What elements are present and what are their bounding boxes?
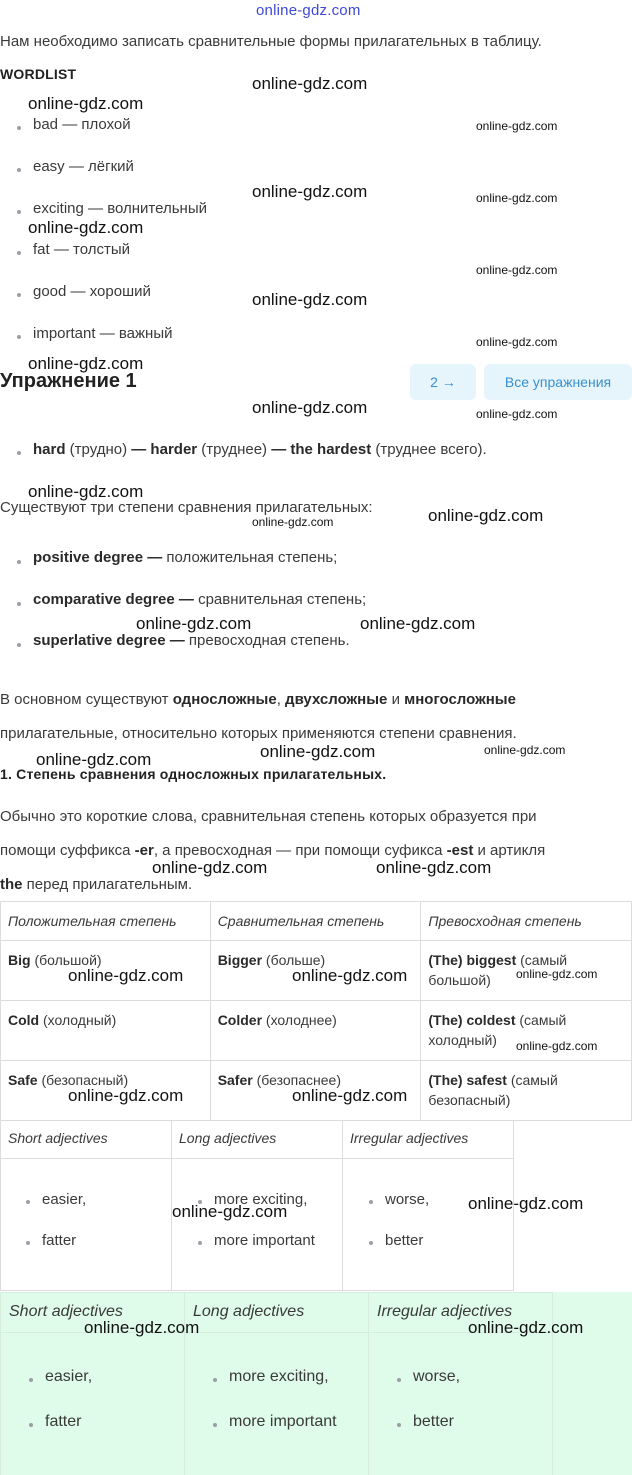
watermark: online-gdz.com <box>516 1039 598 1053</box>
table-cell: Bigger (больше) <box>210 941 421 1001</box>
text-bold: the <box>0 876 23 893</box>
table-header: Long adjectives <box>185 1293 369 1333</box>
word-harder: — harder <box>131 441 198 458</box>
text-span: перед прилагательным. <box>22 876 193 893</box>
bullet-icon <box>17 560 21 564</box>
bullet-icon <box>26 1200 30 1204</box>
bullet-icon <box>17 643 21 647</box>
watermark: online-gdz.com <box>28 482 144 501</box>
text-bold: -est <box>446 842 474 859</box>
watermark: online-gdz.com <box>292 966 408 985</box>
watermark: online-gdz.com <box>476 119 558 133</box>
table-cell <box>343 1159 514 1291</box>
section-title: 1. Степень сравнения односложных прилагательных. <box>0 766 387 782</box>
watermark: online-gdz.com <box>292 1086 408 1105</box>
table-cell: Safe (безопасный) <box>1 1061 211 1121</box>
watermark: online-gdz.com <box>476 407 558 421</box>
watermark: online-gdz.com <box>476 263 558 277</box>
list-item: fatter <box>42 1232 77 1249</box>
list-item: fat — толстый <box>33 241 131 258</box>
bullet-icon <box>17 126 21 130</box>
text-bold: односложные <box>172 691 277 708</box>
table-header: Short adjectives <box>1 1293 185 1333</box>
degree-item <box>33 631 350 651</box>
list-item: better <box>413 1413 454 1430</box>
paragraph-line: Обычно это короткие слова, сравнительная степень которых образуется при <box>0 808 537 825</box>
watermark: online-gdz.com <box>260 742 376 761</box>
watermark: online-gdz.com <box>428 506 544 525</box>
list-item: bad — плохой <box>33 116 131 133</box>
watermark: online-gdz.com <box>376 858 492 877</box>
watermark: online-gdz.com <box>360 614 476 633</box>
table-header: Irregular adjectives <box>343 1121 514 1159</box>
bullet-icon <box>17 602 21 606</box>
table-cell: Cold (холодный) <box>1 1001 211 1061</box>
table-cell: (The) coldest (самый холодный) <box>421 1001 632 1061</box>
degree-item <box>33 590 366 610</box>
watermark: online-gdz.com <box>28 354 144 373</box>
bullet-icon <box>17 451 21 455</box>
table-header: Short adjectives <box>1 1121 172 1159</box>
watermark: online-gdz.com <box>252 398 368 417</box>
degree-desc: положительная степень; <box>162 549 338 566</box>
site-link[interactable]: online-gdz.com <box>256 2 361 19</box>
table-cell <box>185 1333 369 1475</box>
bullet-icon <box>369 1241 373 1245</box>
text-span: помощи суффикса <box>0 842 135 859</box>
word-harder-tr: (труднее) <box>197 441 272 458</box>
table-cell <box>172 1159 343 1291</box>
intro-text: Нам необходимо записать сравнительные формы прилагательных в таблицу. <box>0 33 542 50</box>
list-item: easier, <box>42 1191 87 1208</box>
watermark: online-gdz.com <box>68 966 184 985</box>
table-cell <box>1 1333 185 1475</box>
list-item: worse, <box>385 1191 430 1208</box>
list-item: fatter <box>45 1413 82 1430</box>
bullet-icon <box>213 1423 217 1427</box>
word-hardest-tr: (труднее всего). <box>371 441 487 458</box>
watermark: online-gdz.com <box>476 335 558 349</box>
text-span: и <box>387 691 405 708</box>
bullet-icon <box>26 1241 30 1245</box>
word-hard-tr: (трудно) <box>65 441 132 458</box>
watermark: online-gdz.com <box>28 94 144 113</box>
table-cell: Colder (холоднее) <box>210 1001 421 1061</box>
text-span: В основном существуют <box>0 691 173 708</box>
table-cell: (The) biggest (самый большой) <box>421 941 632 1001</box>
list-item: more exciting, <box>229 1368 329 1385</box>
bullet-icon <box>17 251 21 255</box>
bullet-icon <box>198 1241 202 1245</box>
watermark: online-gdz.com <box>252 182 368 201</box>
bullet-icon <box>17 293 21 297</box>
text-bold: двухсложные <box>285 691 388 708</box>
bullet-icon <box>29 1423 33 1427</box>
bullet-icon <box>369 1200 373 1204</box>
text-span: , <box>276 691 286 708</box>
watermark: online-gdz.com <box>136 614 252 633</box>
bullet-icon <box>397 1423 401 1427</box>
degree-term: positive degree — <box>33 549 163 566</box>
bullet-icon <box>17 335 21 339</box>
watermark: online-gdz.com <box>36 750 152 769</box>
watermark: online-gdz.com <box>152 858 268 877</box>
list-item: easy — лёгкий <box>33 158 134 175</box>
watermark: online-gdz.com <box>252 515 334 529</box>
list-item: good — хороший <box>33 283 151 300</box>
wordlist-heading: WORDLIST <box>0 66 77 82</box>
all-exercises-button[interactable]: Все упражнения <box>484 364 632 400</box>
watermark: online-gdz.com <box>484 743 566 757</box>
paragraph-line: прилагательные, относительно которых применяются степени сравнения. <box>0 725 517 742</box>
table-header: Положительная степень <box>1 902 211 941</box>
table-cell: (The) safest (самый безопасный) <box>421 1061 632 1121</box>
degree-desc: превосходная степень. <box>184 632 350 649</box>
exercise-title: Упражнение 1 <box>0 370 137 392</box>
watermark: online-gdz.com <box>516 967 598 981</box>
paragraph-line <box>0 690 516 710</box>
bullet-icon <box>17 210 21 214</box>
watermark: online-gdz.com <box>172 1202 288 1221</box>
watermark: online-gdz.com <box>476 191 558 205</box>
watermark: online-gdz.com <box>468 1194 584 1213</box>
text-span: , а превосходная — при помощи суфикса <box>153 842 447 859</box>
watermark: online-gdz.com <box>252 74 368 93</box>
table-cell: Big (большой) <box>1 941 211 1001</box>
list-item: easier, <box>45 1368 93 1385</box>
list-item: exciting — волнительный <box>33 200 207 217</box>
paragraph-line <box>0 875 192 895</box>
table-header: Irregular adjectives <box>369 1293 553 1333</box>
degree-term: comparative degree — <box>33 591 194 608</box>
list-item: more important <box>214 1232 315 1249</box>
list-item: important — важный <box>33 325 173 342</box>
hard-example <box>33 440 487 460</box>
degree-desc: сравнительная степень; <box>193 591 367 608</box>
table-header: Long adjectives <box>172 1121 343 1159</box>
degree-item <box>33 548 337 568</box>
degree-term: superlative degree — <box>33 632 185 649</box>
table-header: Превосходная степень <box>421 902 632 941</box>
bullet-icon <box>17 168 21 172</box>
bullet-icon <box>29 1378 33 1382</box>
table-cell <box>369 1333 553 1475</box>
next-exercise-button[interactable]: 2 → <box>410 364 476 400</box>
table-header: Сравнительная степень <box>210 902 421 941</box>
degrees-intro: Существуют три степени сравнения прилагательных: <box>0 499 373 516</box>
watermark: online-gdz.com <box>28 218 144 237</box>
watermark: online-gdz.com <box>84 1318 200 1337</box>
bullet-icon <box>397 1378 401 1382</box>
list-item: worse, <box>413 1368 461 1385</box>
text-bold: -er <box>134 842 154 859</box>
word-hardest: — the hardest <box>271 441 372 458</box>
text-span: и артикля <box>473 842 546 859</box>
list-item: more important <box>229 1413 337 1430</box>
table-cell <box>1 1159 172 1291</box>
watermark: online-gdz.com <box>468 1318 584 1337</box>
list-item: more exciting, <box>214 1191 308 1208</box>
text-bold: многосложные <box>404 691 516 708</box>
watermark: online-gdz.com <box>252 290 368 309</box>
watermark: online-gdz.com <box>68 1086 184 1105</box>
bullet-icon <box>213 1378 217 1382</box>
list-item: better <box>385 1232 424 1249</box>
word-hard: hard <box>33 441 66 458</box>
table-cell: Safer (безопаснее) <box>210 1061 421 1121</box>
